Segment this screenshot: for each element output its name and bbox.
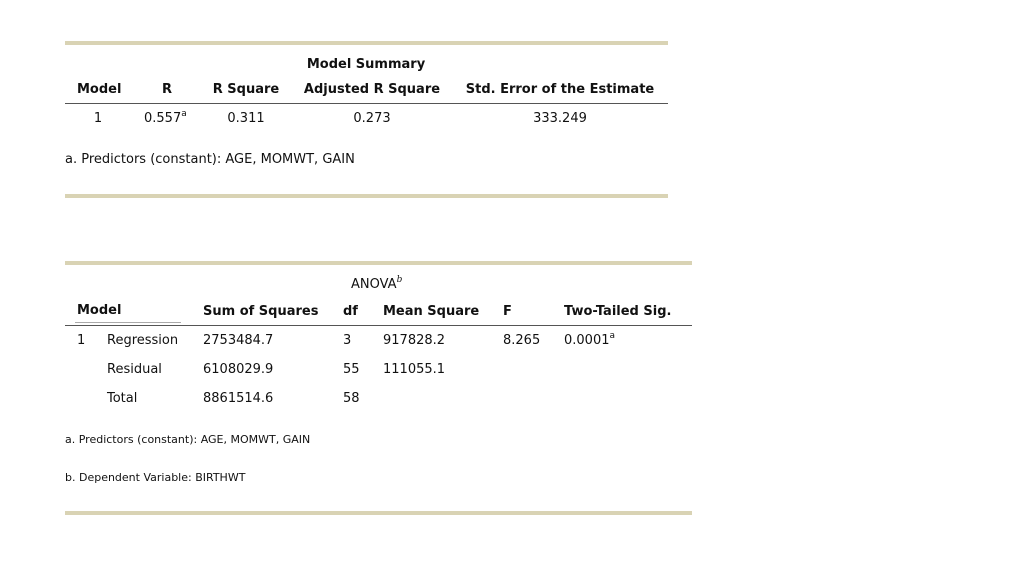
ms-header-r-square: R Square (212, 82, 280, 97)
ms-row-r-footnote-mark: a (181, 108, 187, 119)
anova-row-total-df: 58 (343, 391, 360, 406)
ms-header-std-error: Std. Error of the Estimate (465, 82, 655, 97)
anova-title-footnote-mark: b (396, 274, 403, 285)
anova-row-regression-ss: 2753484.7 (203, 333, 274, 348)
anova-footnote-b: b. Dependent Variable: BIRTHWT (65, 471, 246, 484)
anova-header-model: Model (77, 303, 122, 318)
model-summary-title: Model Summary (306, 57, 426, 72)
anova-model-number: 1 (77, 333, 86, 348)
anova-row-regression-sig (564, 330, 616, 348)
anova-row-regression-ms: 917828.2 (383, 333, 446, 348)
ms-header-underline (65, 103, 668, 104)
anova-row-total-source: Total (107, 391, 138, 406)
ms-row-r-square: 0.311 (227, 111, 265, 126)
anova-bottom-rule (65, 511, 692, 515)
anova-row-residual-source: Residual (107, 362, 162, 377)
anova-title (351, 274, 403, 292)
anova-row-regression-f: 8.265 (503, 333, 541, 348)
anova-row-total-ss: 8861514.6 (203, 391, 274, 406)
anova-row-regression-sig-footnote-mark: a (609, 330, 616, 341)
ms-header-model: Model (77, 82, 122, 97)
anova-top-rule (65, 261, 692, 265)
anova-header-sig: Two-Tailed Sig. (564, 304, 672, 319)
anova-model-header-underline (75, 322, 181, 323)
anova-row-regression-df: 3 (343, 333, 352, 348)
anova-footnote-a: a. Predictors (constant): AGE, MOMWT, GAIN (65, 433, 311, 446)
ms-row-adj-r-square: 0.273 (353, 111, 391, 126)
anova-row-regression-source: Regression (107, 333, 179, 348)
ms-row-model: 1 (93, 111, 103, 126)
model-summary-top-rule (65, 41, 668, 45)
anova-row-regression-sig-value: 0.0001 (564, 333, 610, 348)
anova-row-residual-ms: 111055.1 (383, 362, 446, 377)
model-summary-bottom-rule (65, 194, 668, 198)
anova-header-ms: Mean Square (383, 304, 480, 319)
anova-header-underline (65, 325, 692, 326)
ms-footnote: a. Predictors (constant): AGE, MOMWT, GAIN (65, 152, 355, 167)
ms-header-r: R (161, 82, 172, 97)
anova-title-text: ANOVA (351, 277, 397, 292)
anova-header-f: F (503, 304, 512, 319)
anova-header-ss: Sum of Squares (203, 304, 319, 319)
ms-row-std-error: 333.249 (533, 111, 587, 126)
ms-row-r (144, 108, 187, 126)
ms-header-adj-r-square: Adjusted R Square (303, 82, 441, 97)
anova-row-residual-ss: 6108029.9 (203, 362, 274, 377)
anova-header-df: df (343, 304, 358, 319)
ms-row-r-value: 0.557 (144, 111, 182, 126)
anova-row-residual-df: 55 (343, 362, 360, 377)
